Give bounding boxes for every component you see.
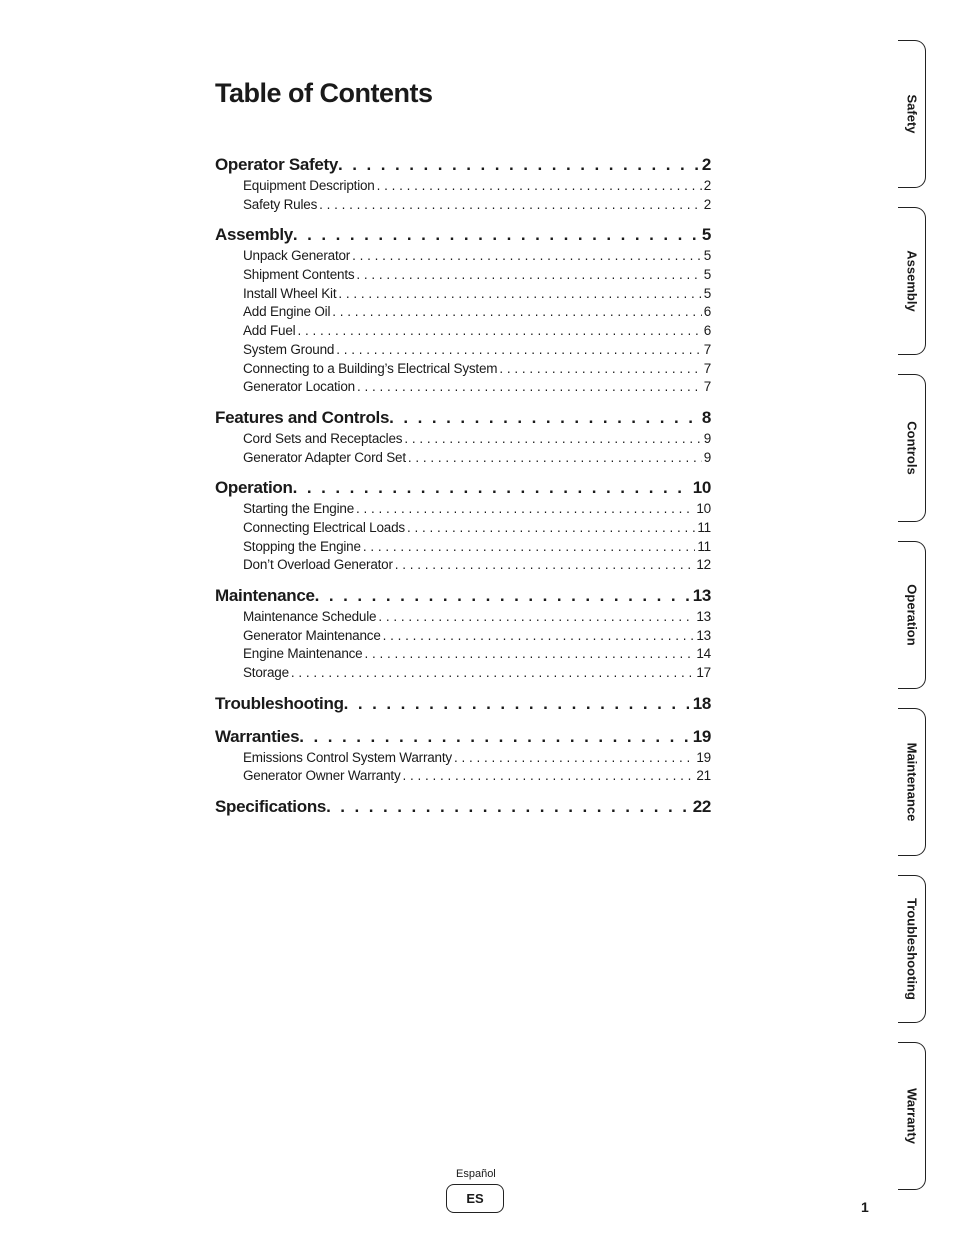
toc-subentry-title: Add Fuel — [243, 323, 296, 339]
toc-subentry-title: Cord Sets and Receptacles — [243, 430, 403, 446]
toc-subentry[interactable] — [215, 196, 711, 215]
toc-subentry[interactable] — [215, 177, 711, 196]
toc-entry-page: 13 — [692, 586, 711, 605]
toc-subentry-title: Add Engine Oil — [243, 304, 331, 320]
table-of-contents — [215, 153, 711, 828]
toc-section-troubleshooting — [215, 692, 711, 716]
tab-label: Troubleshooting — [904, 898, 919, 1000]
toc-entry-page: 19 — [692, 726, 711, 746]
toc-subentry[interactable] — [215, 430, 711, 449]
toc-subentry-title: Generator Location — [243, 379, 355, 395]
tab-label: Maintenance — [904, 742, 919, 822]
toc-entry[interactable] — [215, 725, 711, 749]
toc-subentry[interactable] — [215, 247, 711, 266]
toc-subentry[interactable] — [215, 664, 711, 683]
toc-subentry-page: 5 — [703, 248, 711, 264]
tab-controls[interactable] — [898, 374, 926, 522]
toc-subentry-page: 21 — [696, 768, 711, 784]
toc-subentry-page: 19 — [696, 749, 711, 765]
toc-entry-title: Troubleshooting — [215, 693, 344, 713]
toc-subentry-page: 17 — [696, 665, 711, 681]
toc-subentry-title: Emissions Control System Warranty — [243, 749, 452, 765]
toc-subentry-title: Storage — [243, 665, 289, 681]
toc-subentry-page: 7 — [703, 379, 711, 395]
language-badge[interactable]: ES — [446, 1184, 504, 1213]
toc-section-maintenance — [215, 584, 711, 683]
tab-label: Safety — [904, 94, 919, 134]
toc-subentry-title: Connecting to a Building’s Electrical System — [243, 360, 498, 376]
toc-subentry[interactable] — [215, 449, 711, 468]
toc-entry-title: Maintenance — [215, 586, 315, 605]
toc-section-assembly — [215, 223, 711, 397]
toc-subentry-page: 6 — [703, 323, 711, 339]
tab-safety[interactable] — [898, 40, 926, 188]
toc-subentry-title: Safety Rules — [243, 196, 318, 212]
toc-entry-page: 2 — [701, 155, 711, 174]
toc-subentry-title: Engine Maintenance — [243, 646, 363, 662]
toc-subentry-page: 14 — [696, 646, 711, 662]
toc-subentry[interactable] — [215, 360, 711, 379]
toc-subentry-page: 7 — [703, 360, 711, 376]
page-number: 1 — [861, 1199, 869, 1215]
toc-entry-title: Assembly — [215, 225, 293, 245]
toc-subentry[interactable] — [215, 556, 711, 575]
toc-subentry[interactable] — [215, 378, 711, 397]
toc-subentry-page: 9 — [703, 430, 711, 446]
toc-entry-page: 18 — [692, 693, 711, 713]
toc-subentry-title: Generator Maintenance — [243, 627, 381, 643]
toc-subentry-title: Install Wheel Kit — [243, 285, 337, 301]
toc-subentry-page: 5 — [703, 267, 711, 283]
tab-operation[interactable] — [898, 541, 926, 689]
tab-label: Warranty — [904, 1088, 919, 1144]
toc-subentry-title: Starting the Engine — [243, 501, 355, 517]
toc-entry-page: 22 — [692, 797, 711, 817]
toc-subentry[interactable] — [215, 303, 711, 322]
toc-subentry[interactable] — [215, 500, 711, 519]
toc-subentry[interactable] — [215, 322, 711, 341]
toc-subentry-page: 7 — [703, 341, 711, 357]
language-caption: Español — [456, 1168, 496, 1180]
toc-entry-title: Features and Controls — [215, 407, 390, 427]
toc-entry-title: Specifications — [215, 797, 327, 817]
toc-subentry[interactable] — [215, 767, 711, 786]
toc-subentry[interactable] — [215, 749, 711, 768]
toc-entry[interactable] — [215, 406, 711, 430]
toc-entry[interactable] — [215, 692, 711, 716]
toc-subentry[interactable] — [215, 645, 711, 664]
toc-entry[interactable] — [215, 223, 711, 247]
toc-subentry-page: 9 — [703, 449, 711, 465]
toc-subentry-page: 5 — [703, 285, 711, 301]
toc-subentry-page: 2 — [703, 196, 711, 212]
toc-subentry-title: Maintenance Schedule — [243, 609, 377, 624]
toc-subentry[interactable] — [215, 538, 711, 557]
toc-subentry-page: 2 — [703, 178, 711, 193]
toc-subentry-title: Stopping the Engine — [243, 538, 361, 554]
tab-warranty[interactable] — [898, 1042, 926, 1190]
toc-entry-page: 5 — [701, 225, 711, 245]
toc-subentry[interactable] — [215, 519, 711, 538]
toc-subentry-title: Generator Owner Warranty — [243, 768, 401, 784]
toc-subentry-title: Connecting Electrical Loads — [243, 519, 405, 535]
tab-label: Operation — [904, 584, 919, 646]
toc-subentry-title: Equipment Description — [243, 178, 375, 193]
toc-entry-page: 10 — [692, 478, 711, 498]
toc-subentry-page: 10 — [696, 501, 711, 517]
toc-entry-page: 8 — [701, 407, 711, 427]
toc-entry[interactable] — [215, 584, 711, 608]
toc-subentry-page: 13 — [696, 627, 711, 643]
tab-label: Controls — [904, 421, 919, 475]
toc-section-operation — [215, 476, 711, 575]
toc-subentry-title: Don’t Overload Generator — [243, 557, 393, 573]
toc-subentry-page: 11 — [697, 519, 711, 535]
toc-subentry-page: 6 — [703, 304, 711, 320]
toc-subentry-page: 12 — [696, 557, 711, 573]
toc-section-warranties — [215, 725, 711, 786]
toc-subentry-title: Generator Adapter Cord Set — [243, 449, 406, 465]
page-title: Table of Contents — [215, 78, 433, 108]
toc-section-specifications — [215, 795, 711, 819]
toc-subentry[interactable] — [215, 285, 711, 304]
tab-label: Assembly — [904, 250, 919, 312]
toc-entry[interactable] — [215, 476, 711, 500]
tab-maintenance[interactable] — [898, 708, 926, 856]
toc-entry-title: Operation — [215, 478, 293, 498]
toc-subentry[interactable] — [215, 627, 711, 646]
toc-section-operator-safety — [215, 153, 711, 214]
tab-assembly[interactable] — [898, 207, 926, 355]
toc-subentry-title: Unpack Generator — [243, 248, 351, 264]
toc-subentry-title: System Ground — [243, 341, 335, 357]
toc-entry-title: Warranties — [215, 726, 300, 746]
toc-entry[interactable] — [215, 795, 711, 819]
toc-subentry-page: 11 — [697, 538, 711, 554]
toc-section-features-and-controls — [215, 406, 711, 467]
toc-subentry-page: 13 — [696, 609, 711, 624]
toc-subentry-title: Shipment Contents — [243, 267, 355, 283]
toc-entry-title: Operator Safety — [215, 155, 339, 174]
toc-subentry[interactable] — [215, 608, 711, 627]
toc-entry[interactable] — [215, 153, 711, 177]
toc-subentry[interactable] — [215, 341, 711, 360]
toc-subentry[interactable] — [215, 266, 711, 285]
tab-troubleshooting[interactable] — [898, 875, 926, 1023]
